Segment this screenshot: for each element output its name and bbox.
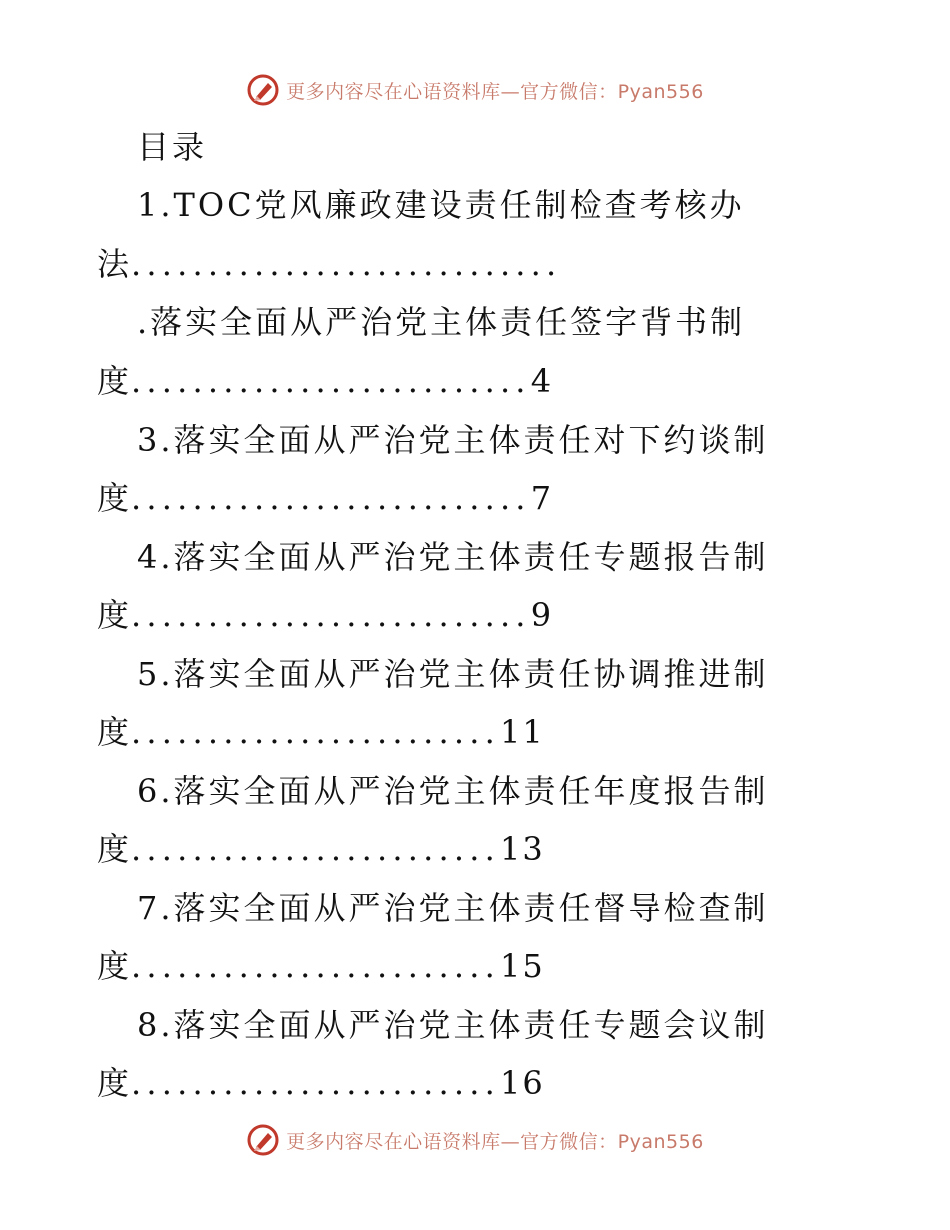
toc-title: 目录 [137, 128, 208, 166]
watermark-footer [0, 1120, 950, 1160]
toc-page-number: 15 [499, 947, 545, 985]
toc-entry-1-line1[interactable]: 1.TOC党风廉政建设责任制检查考核办 [137, 186, 745, 224]
toc-entry-4-line1[interactable]: 4.落实全面从严治党主体责任专题报告制 [137, 538, 769, 576]
toc-leader-dots: ............................ [131, 245, 562, 283]
toc-page-number: 16 [499, 1064, 545, 1102]
toc-leader-dots: ........................ [131, 1064, 500, 1102]
toc-entry-4-line2[interactable]: 度..........................9 [97, 596, 554, 634]
toc-leader-dots: .......................... [131, 362, 531, 400]
toc-entry-8-line2[interactable]: 度........................16 [97, 1064, 545, 1102]
toc-entry-2-line2[interactable]: 度..........................4 [97, 362, 554, 400]
toc-page-number: 4 [530, 362, 554, 400]
toc-leader-dots: ........................ [131, 947, 500, 985]
toc-entry-7-line1[interactable]: 7.落实全面从严治党主体责任督导检查制 [137, 889, 769, 927]
toc-entry-5-line2[interactable]: 度........................11 [97, 713, 545, 751]
pen-logo-icon [246, 1123, 280, 1157]
toc-entry-3-line2[interactable]: 度..........................7 [97, 479, 554, 517]
toc-entry-6-line1[interactable]: 6.落实全面从严治党主体责任年度报告制 [137, 772, 769, 810]
watermark-header [0, 70, 950, 110]
watermark-text: 更多内容尽在心语资料库—官方微信：Pyan556 [286, 80, 704, 103]
toc-leader-dots: ........................ [131, 830, 500, 868]
toc-page-number: 11 [499, 713, 545, 751]
toc-page-number: 9 [530, 596, 554, 634]
toc-page-number: 7 [530, 479, 554, 517]
toc-entry-3-line1[interactable]: 3.落实全面从严治党主体责任对下约谈制 [137, 421, 769, 459]
toc-entry-7-line2[interactable]: 度........................15 [97, 947, 545, 985]
toc-leader-dots: ........................ [131, 713, 500, 751]
watermark-text: 更多内容尽在心语资料库—官方微信：Pyan556 [286, 1130, 704, 1153]
toc-leader-dots: .......................... [131, 596, 531, 634]
toc-entry-6-line2[interactable]: 度........................13 [97, 830, 545, 868]
toc-entry-8-line1[interactable]: 8.落实全面从严治党主体责任专题会议制 [137, 1006, 769, 1044]
toc-page-number: 13 [499, 830, 545, 868]
toc-entry-5-line1[interactable]: 5.落实全面从严治党主体责任协调推进制 [137, 655, 769, 693]
pen-logo-icon [246, 73, 280, 107]
toc-leader-dots: .......................... [131, 479, 531, 517]
toc-entry-1-line2[interactable]: 法............................ [97, 245, 562, 283]
toc-entry-2-line1[interactable]: .落实全面从严治党主体责任签字背书制 [137, 303, 746, 341]
